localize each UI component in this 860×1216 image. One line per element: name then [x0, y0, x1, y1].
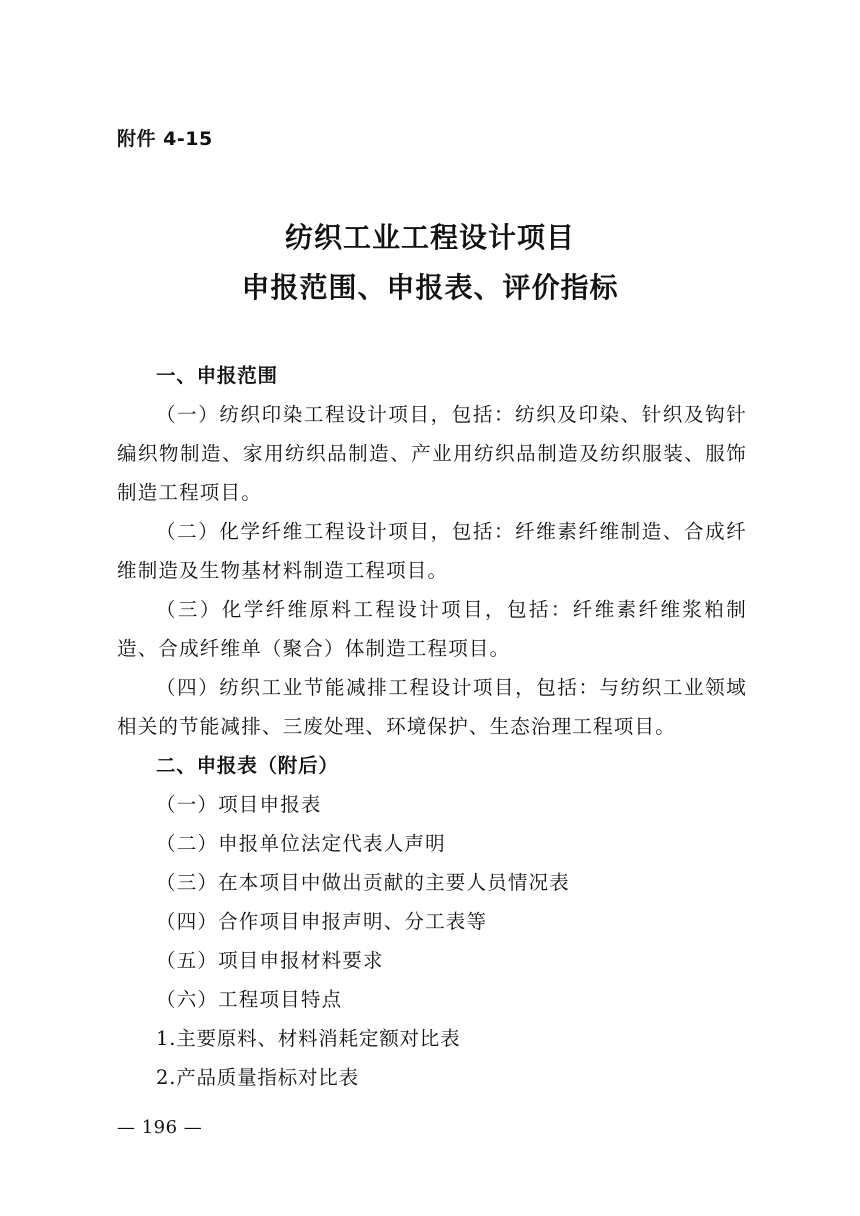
document-title-line-2: 申报范围、申报表、评价指标 — [241, 271, 619, 304]
scope-item-3: （三）化学纤维原料工程设计项目，包括：纤维素纤维浆粕制造、合成纤维单（聚合）体制造工程项目。 — [117, 598, 747, 660]
forms-item-6: （六）工程项目特点 — [156, 988, 343, 1011]
section-heading-scope: 一、申报范围 — [156, 364, 278, 387]
scope-item-1: （一）纺织印染工程设计项目，包括：纺织及印染、针织及钩针编织物制造、家用纺织品制造、产业用纺织品制造及纺织服装、服饰制造工程项目。 — [117, 403, 747, 504]
forms-subitem-2: 2.产品质量指标对比表 — [156, 1066, 359, 1089]
attachment-label: 附件 4-15 — [117, 128, 213, 150]
forms-item-5: （五）项目申报材料要求 — [156, 949, 384, 972]
document-title-line-1: 纺织工业工程设计项目 — [284, 221, 575, 254]
forms-item-2: （二）申报单位法定代表人声明 — [156, 832, 446, 855]
page-number: — 196 — — [117, 1117, 203, 1138]
document-body — [117, 356, 747, 1097]
section-heading-forms: 二、申报表（附后） — [156, 754, 339, 777]
forms-item-3: （三）在本项目中做出贡献的主要人员情况表 — [156, 871, 571, 894]
scope-item-4: （四）纺织工业节能减排工程设计项目，包括：与纺织工业领域相关的节能减排、三废处理、环境保护、生态治理工程项目。 — [117, 676, 747, 738]
scope-item-2: （二）化学纤维工程设计项目，包括：纤维素纤维制造、合成纤维制造及生物基材料制造工程项目。 — [117, 520, 747, 582]
forms-item-1: （一）项目申报表 — [156, 793, 322, 816]
forms-item-4: （四）合作项目申报声明、分工表等 — [156, 910, 488, 933]
forms-subitem-1: 1.主要原料、材料消耗定额对比表 — [156, 1027, 461, 1050]
